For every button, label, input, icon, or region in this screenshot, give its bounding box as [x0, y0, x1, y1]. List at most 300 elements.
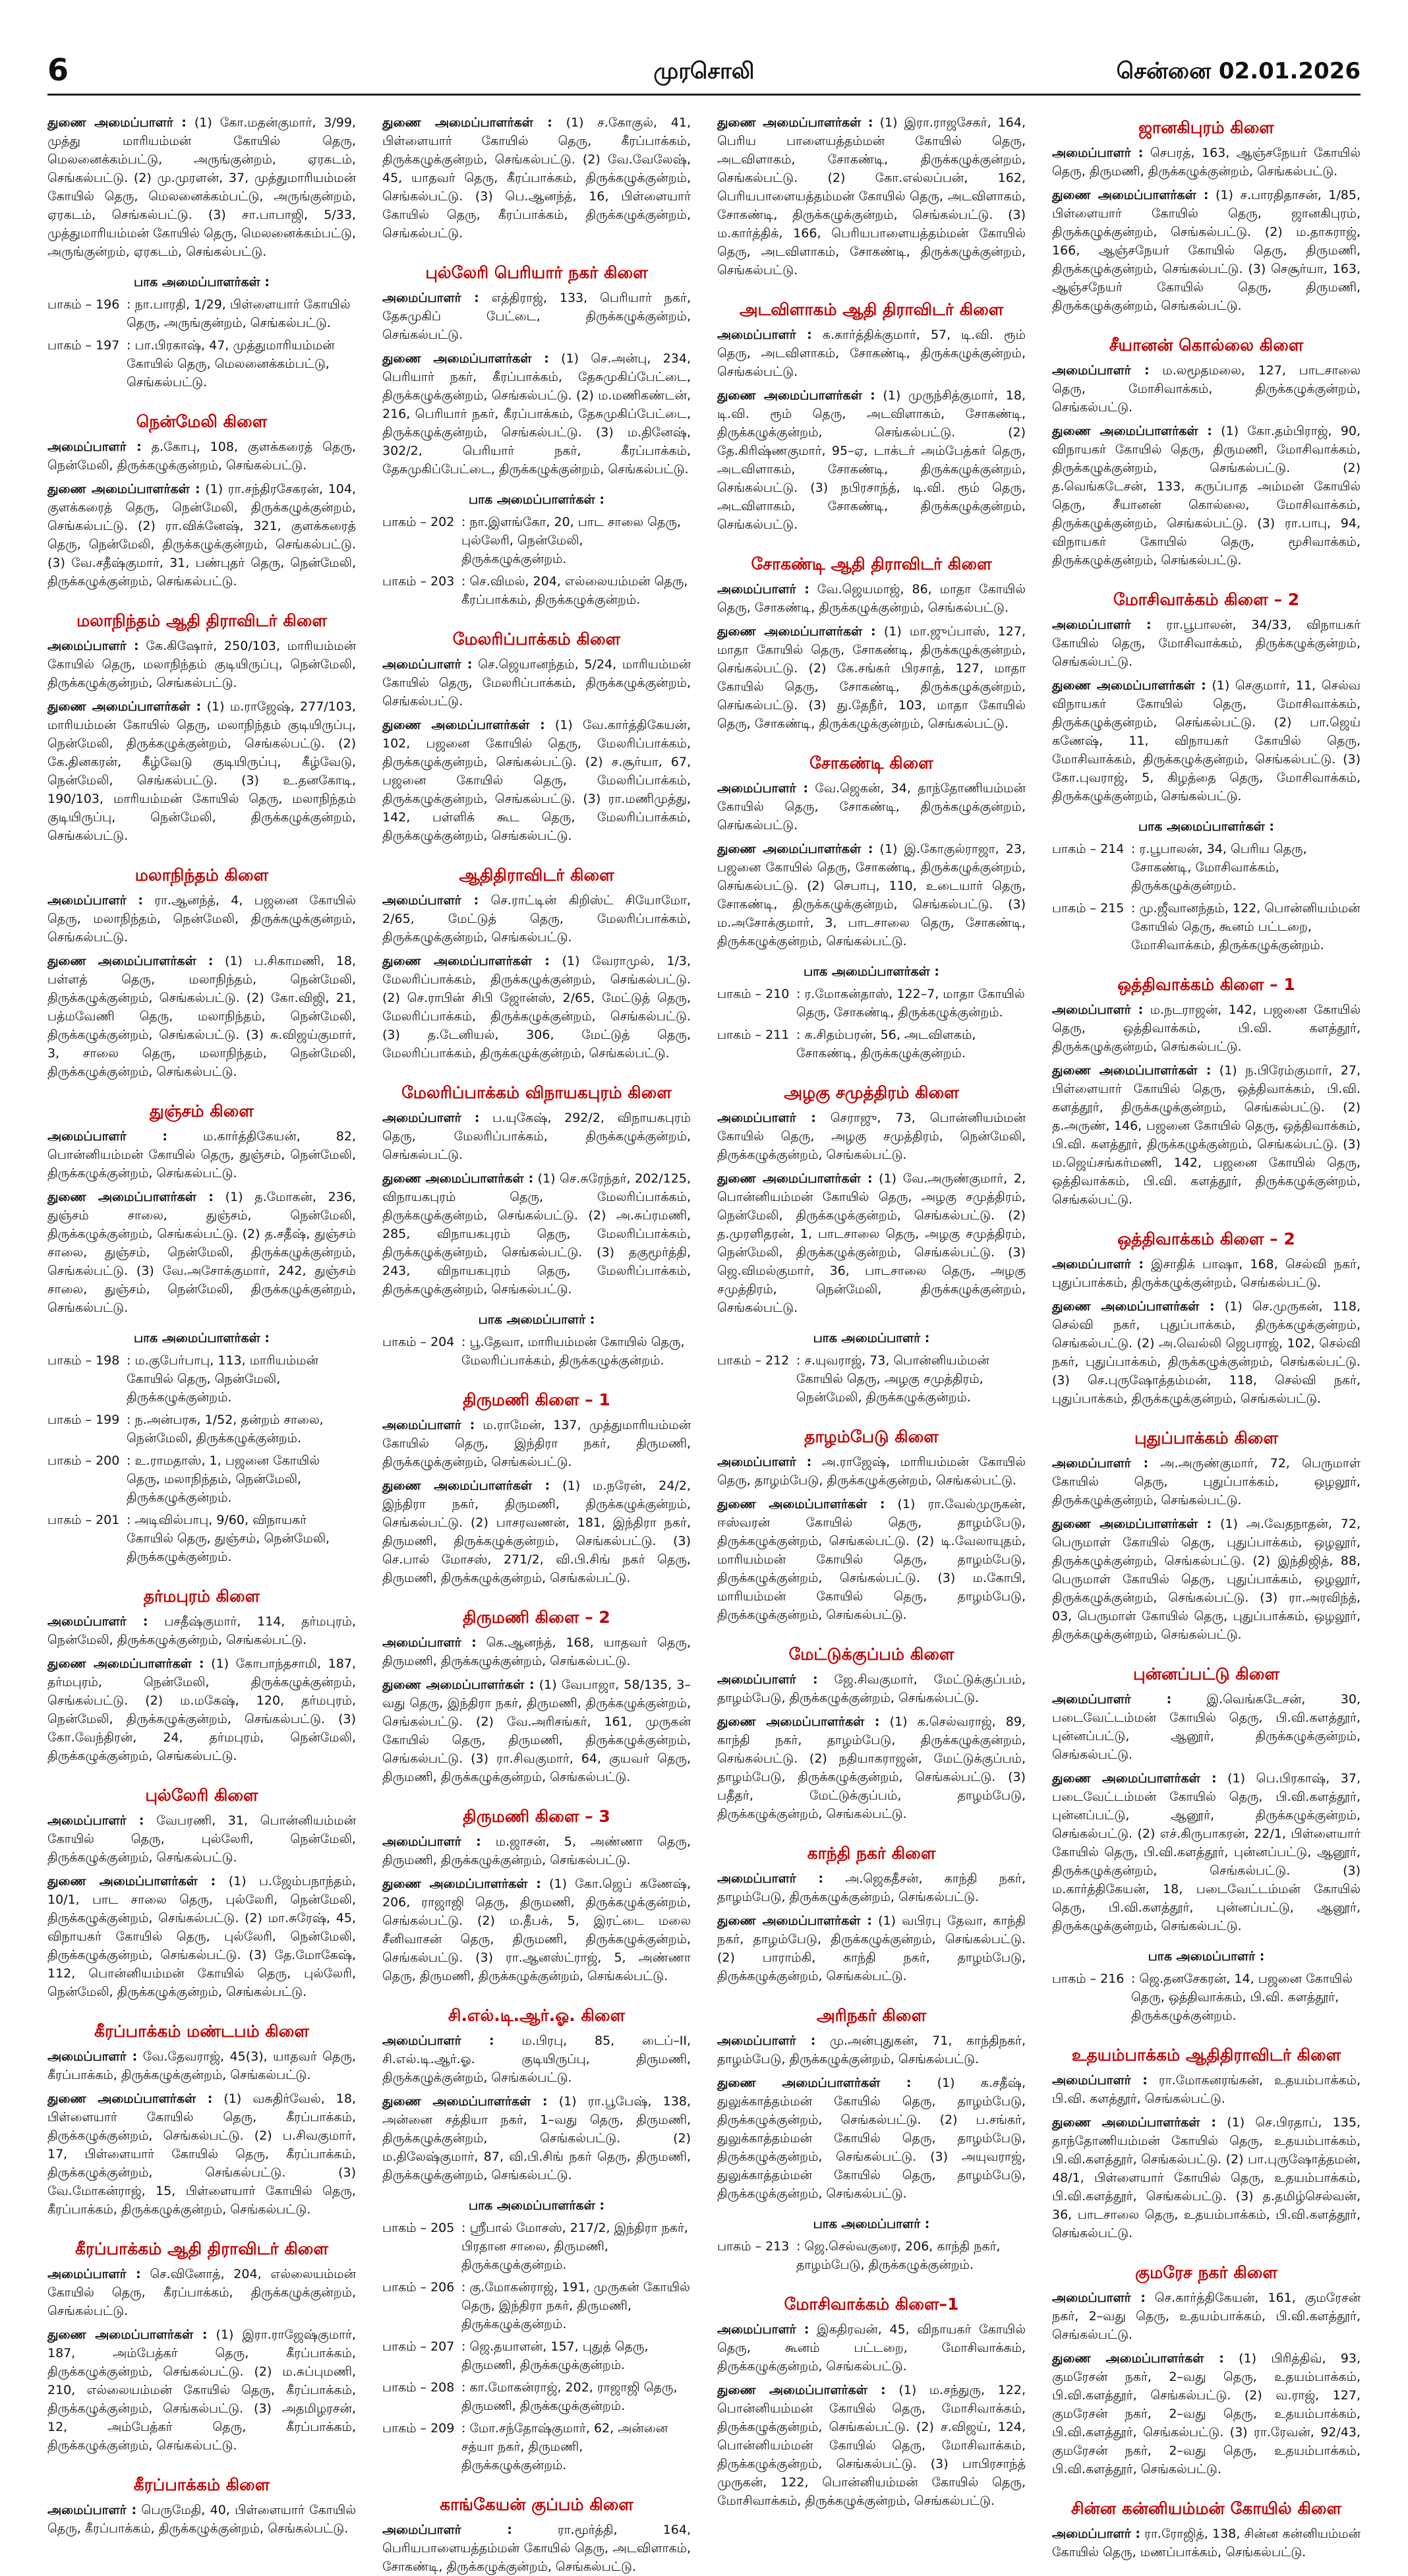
booth-entry: [382, 2419, 691, 2474]
member-details: செராஜு, 73, பொன்னியம்மன் கோயில் தெரு, அழகு சமுத்திரம், நென்மேலி, திருக்கழுக்குன்றம், செங்கல்பட்டு.: [717, 1111, 1026, 1162]
role-label: துணை அமைப்பாளர்கள் :: [717, 1497, 885, 1511]
role-label: துணை அமைப்பாளர்கள் :: [1052, 1299, 1215, 1314]
member-paragraph: [1052, 1297, 1361, 1408]
role-label: அமைப்பாளர் :: [1052, 618, 1152, 632]
booth-entry: [382, 2378, 691, 2415]
member-details: (1) அ.வேதநாதன், 72, பெருமாள் கோயில் தெரு, புதுப்பாக்கம், ஒழலூர், திருக்கழுக்குன்றம், செங்கல்பட்டு. (2) இந்திஜித், 88, பெருமாள் கோயில் தெரு, புதுப்பாக்கம், ஒழலூர், திருக்கழுக்குன்றம், செங்கல்பட்டு. (3) ரா.அரவிந்த், 03, பெருமாள் கோயில் தெரு, புதுப்பாக்கம், ஒழலூர், திருக்கழுக்குன்றம், செங்கல்பட்டு.: [1052, 1517, 1361, 1642]
booth-details: : ஸ்ரீபால் மோசஸ், 217/2, இந்திரா நகர், பிரதான சாலை, திருமணி, திருக்கழுக்குன்றம்.: [461, 2221, 688, 2272]
role-label: துணை அமைப்பாளர்கள் :: [1052, 188, 1209, 202]
booth-subheading: பாக அமைப்பாளர்கள் :: [468, 2198, 604, 2213]
role-label: துணை அமைப்பாளர்கள் :: [382, 1478, 550, 1493]
booth-number: பாகம் – 210: [717, 987, 790, 1001]
column-3: [717, 113, 1026, 2508]
member-paragraph: [1052, 1515, 1361, 1644]
branch-heading: புல்லேரி கிளை: [145, 1786, 258, 1805]
role-label: துணை அமைப்பாளர்கள் :: [1052, 424, 1212, 438]
booth-subheading: பாக அமைப்பாளர் :: [813, 1331, 930, 1345]
role-label: துணை அமைப்பாளர்கள் :: [1052, 1063, 1212, 1078]
member-paragraph: [382, 1633, 691, 1670]
booth-subheading: பாக அமைப்பாளர் :: [478, 1312, 595, 1327]
branch-heading: திருமணி கிளை – 2: [463, 1608, 610, 1627]
member-details: (1) ரா.சந்திரசேகரன், 104, குளக்கரைத் தெரு, நென்மேலி, திருக்கழுக்குன்றம், செங்கல்பட்டு. (2) ரா.விக்னேஷ், 321, குளக்கரைத் தெரு, நென்மேலி, திருக்கழுக்குன்றம், செங்கல்பட்டு. (3) வே.சதீஷ்குமார், 31, பண்புதர் தெரு, நென்மேலி, திருக்கழுக்குன்றம், செங்கல்பட்டு.: [47, 482, 356, 589]
role-label: துணை அமைப்பாளர்கள் :: [717, 115, 873, 130]
booth-details: : க.சிதம்பரன், 56, அடவிளகம், சோகண்டி, திருக்கழுக்குன்றம்.: [796, 1028, 976, 1061]
member-paragraph: [1052, 2113, 1361, 2242]
member-details: (1) செ.பிரதாப், 135, தாந்தோணியம்மன் கோயில் தெரு, உதயம்பாக்கம், பி.வி.களத்தூர், செங்கல்பட்டு. (2) பா.புருஷோத்தமன், 48/1, பிள்ளையார் கோயில் தெரு, உதயம்பாக்கம், பி.வி.களத்தூர், செங்கல்பட்டு. (3) த.தமிழ்செல்வன், 36, பாடசாலை தெரு, உதயம்பாக்கம், பி.வி.களத்தூர், செங்கல்பட்டு.: [1052, 2115, 1361, 2240]
role-label: துணை அமைப்பாளர்கள் :: [1052, 1517, 1212, 1531]
member-paragraph: [1052, 616, 1361, 671]
member-paragraph: [1052, 361, 1361, 417]
role-label: அமைப்பாளர் :: [47, 2267, 141, 2281]
member-details: (1) வேபாஜா, 58/135, 3–வது தெரு, இந்திரா நகர், திருமணி, திருக்கழுக்குன்றம், செங்கல்பட்டு. (2) வே.அரிசங்கர், 161, முருகன் கோயில் தெரு, திருமணி, திருக்கழுக்குன்றம், செங்கல்பட்டு. (3) ரா.சிவகுமார், 64, குயவர் தெரு, திருமணி, திருக்கழுக்குன்றம், செங்கல்பட்டு.: [382, 1678, 691, 1784]
booth-entry: [47, 295, 356, 332]
branch-heading: கீரப்பாக்கம் ஆதி திராவிடர் கிளை: [74, 2239, 329, 2258]
member-paragraph: [1052, 144, 1361, 181]
branch-heading: மேலரிப்பாக்கம் கிளை: [452, 629, 621, 649]
role-label: அமைப்பாளர் :: [47, 1129, 167, 1144]
column-2: [382, 113, 691, 2574]
booth-subheading: பாக அமைப்பாளர்கள் :: [133, 275, 270, 289]
member-paragraph: [1052, 1690, 1361, 1764]
member-details: (1) ம.ராஜேஷ், 277/103, மாரியம்மன் கோயில் தெரு, மலாநிந்தம் குடியிருப்பு, நென்மேலி, திருக்கழுக்குன்றம், செங்கல்பட்டு. (2) கே.தினகரன், கீழ்வேடு குடியிருப்பு, கீழ்வேடு, நென்மேலி, செங்கல்பட்டு. (3) உ.தனகோடி, 190/103, மாரியம்மன் கோயில் தெரு, மலாநிந்தம் குடியிருப்பு, நென்மேலி, திருக்கழுக்குன்றம், செங்கல்பட்டு.: [47, 699, 356, 843]
member-details: கே.கிஷோர், 250/103, மாரியம்மன் கோயில் தெரு, மலாநிந்தம் குடியிருப்பு, நென்மேலி, திருக்கழுக்குன்றம், செங்கல்பட்டு.: [47, 639, 356, 690]
role-label: துணை அமைப்பாளர்கள் :: [382, 954, 550, 968]
member-details: (1) செ.அன்பு, 234, பெரியார் நகர், கீரப்பாக்கம், தேசுமுகிப்பேட்டை, திருக்கழுக்குன்றம், செங்கல்பட்டு. (2) ம.மணிகண்டன், 216, பெரியார் நகர், கீரப்பாக்கம், தேசுமுகிப்பேட்டை, திருக்கழுக்குன்றம், செங்கல்பட்டு. (3) ம.தினேஷ், 302/2, பெரியார் நகர், கீரப்பாக்கம், தேசுமுகிப்பேட்டை, திருக்கழுக்குன்றம், செங்கல்பட்டு.: [382, 351, 691, 477]
role-label: துணை அமைப்பாளர்கள் :: [47, 1190, 214, 1204]
booth-entry: [47, 1451, 356, 1507]
member-paragraph: [1052, 2525, 1361, 2561]
member-details: எத்திராஜ், 133, பெரியார் நகர், தேசுமுகிப் பேட்டை, திருக்கழுக்குன்றம், செங்கல்பட்டு.: [382, 291, 691, 342]
member-details: (1) ப.ஜேம்பநாந்தம், 10/1, பாட சாலை தெரு, புல்லேரி, நென்மேலி, திருக்கழுக்குன்றம், செங்கல்பட்டு. (2) மா.சுரேஷ், 45, விநாயகர் கோயில் தெரு, புல்லேரி, நென்மேலி, திருக்கழுக்குன்றம், செங்கல்பட்டு. (3) தே.மோகேஷ், 112, பொன்னியம்மன் கோயில் தெரு, புல்லேரி, நென்மேலி, திருக்கழுக்குன்றம், செங்கல்பட்டு.: [47, 1874, 356, 1999]
member-details: ரா.மூர்த்தி, 164, பெரியபாளையத்தம்மன் கோயில் தெரு, அடவிளாகம், சோகண்டி, திருக்கழுக்குன்றம், செங்கல்பட்டு.: [382, 2523, 691, 2574]
role-label: அமைப்பாளர் :: [717, 1871, 824, 1886]
branch-heading: ஜானகிபுரம் கிளை: [1138, 118, 1274, 137]
booth-details: : உ.ராமதாஸ், 1, பஜனை கோயில் தெரு, மலாநிந்தம், நென்மேலி, திருக்கழுக்குன்றம்.: [127, 1453, 320, 1505]
member-details: (1) பிரித்திவ், 93, குமரேசன் நகர், 2–வது தெரு, உதயம்பாக்கம், பி.வி.களத்தூர், செங்கல்பட்டு. (2) வ.ராஜ், 127, குமரேசன் நகர், 2–வது தெரு, உதயம்பாக்கம், பி.வி.களத்தூர், செங்கல்பட்டு. (3) ரா.ரேவன், 92/43, குமரேசன் நகர், 2–வது தெரு, உதயம்பாக்கம், பி.வி.களத்தூர், செங்கல்பட்டு.: [1052, 2351, 1361, 2476]
booth-entry: [1052, 1970, 1361, 2025]
member-paragraph: [717, 1869, 1026, 1906]
booth-details: : ஜெ.தயாளன், 157, புதுத் தெரு, திருமணி, திருக்கழுக்குன்றம்.: [461, 2339, 649, 2372]
booth-details: : மோ.சந்தோஷ்குமார், 62, அன்னை சத்யா நகர், திருமணி, திருக்கழுக்குன்றம்.: [461, 2421, 668, 2473]
role-label: துணை அமைப்பாளர்கள் :: [382, 718, 545, 732]
member-details: ம.பிரபு, 85, டைப்–II, சி.எல்.டி.ஆர்.ஓ. குடியிருப்பு, திருமணி, திருக்கழுக்குன்றம், செங்கல்பட்டு.: [382, 2034, 691, 2085]
member-paragraph: [47, 637, 356, 692]
member-details: வே.ஜெயமாஜ், 86, மாதா கோயில் தெரு, சோகண்டி, திருக்கழுக்குன்றம், செங்கல்பட்டு.: [717, 582, 1026, 615]
branch-heading: மலாநிந்தம் கிளை: [134, 865, 269, 885]
member-details: (1) த.மோகன், 236, துஞ்சம் சாலை, துஞ்சம், நென்மேலி, திருக்கழுக்குன்றம், செங்கல்பட்டு. (2) த.சதீஷ், துஞ்சம் சாலை, துஞ்சம், நென்மேலி, திருக்கழுக்குன்றம், செங்கல்பட்டு. (3) வே.அசோக்குமார், 242, துஞ்சம் சாலை, துஞ்சம், நென்மேலி, திருக்கழுக்குன்றம், செங்கல்பட்டு.: [47, 1190, 356, 1315]
role-label: துணை அமைப்பாளர்கள் :: [47, 482, 200, 496]
member-details: (1) முருந்சித்குமார், 18, டி.வி. ரூம் தெரு, அடவிளாகம், சோகண்டி, திருக்கழுக்குன்றம், செங்கல்பட்டு. (2) தே.கிரிஷ்ணகுமார், 95–ஏ, டாக்டர் அம்பேத்கர் தெரு, அடவிளாகம், சோகண்டி, திருக்கழுக்குன்றம், செங்கல்பட்டு. (3) நபிரசாந்த், டி.வி. ரூம் தெரு, அடவிளாகம், சோகண்டி, திருக்கழுக்குன்றம், செங்கல்பட்டு.: [717, 388, 1026, 532]
member-paragraph: [47, 2265, 356, 2320]
role-label: துணை அமைப்பாளர்கள் :: [47, 954, 214, 968]
member-paragraph: [382, 1875, 691, 1985]
branch-heading: குமரேச நகர் கிளை: [1135, 2263, 1277, 2282]
member-details: செ.ராட்டின் கிறிஸ்ட் சியோமோ, 2/65, மேட்டுத் தெரு, மேலரிப்பாக்கம், திருக்கழுக்குன்றம், செங்கல்பட்டு.: [382, 893, 691, 945]
booth-number: பாகம் – 207: [382, 2339, 455, 2354]
member-paragraph: [47, 438, 356, 475]
member-details: பசதீஷ்குமார், 114, தர்மபுரம், நென்மேலி, திருக்கழுக்குன்றம், செங்கல்பட்டு.: [47, 1614, 356, 1647]
booth-details: : பா.பிரகாஷ், 47, முத்துமாரியம்மன் கோயில் தெரு, மெலனைக்கம்பட்டு, செங்கல்பட்டு.: [127, 338, 335, 390]
booth-details: : பூ.தேவா, மாரியம்மன் கோயில் தெரு, மேலரிப்பாக்கம், திருக்கழுக்குன்றம்.: [461, 1335, 685, 1368]
branch-heading: மலாநிந்தம் ஆதி திராவிடர் கிளை: [76, 611, 327, 630]
branch-heading: உதயம்பாக்கம் ஆதிதிராவிடர் கிளை: [1071, 2045, 1341, 2064]
role-label: அமைப்பாளர் :: [717, 1455, 812, 1469]
booth-details: : ஜெ.செல்வகுரை, 206, காந்தி நகர், தாழம்பேடு, திருக்கழுக்குன்றம்.: [796, 2239, 1001, 2272]
member-details: (1) கோ.ஜெப் கணேஷ், 206, ராஜாஜி தெரு, திருமணி, திருக்கழுக்குன்றம், செங்கல்பட்டு. (2) ம.தீபக், 5, இரட்டை மலை சீனிவாசன் தெரு, திருமணி, திருக்கழுக்குன்றம், செங்கல்பட்டு. (3) ரா.ஆனஸ்ட்ராஜ், 5, அண்ணா தெரு, திருமணி, திருக்கழுக்குன்றம், செங்கல்பட்டு.: [382, 1877, 691, 1983]
role-label: அமைப்பாளர் :: [382, 657, 473, 672]
member-paragraph: [717, 326, 1026, 381]
member-details: அ.ராஜேஷ், மாரியம்மன் கோயில் தெரு, தாழம்பேடு, திருக்கழுக்குன்றம், செங்கல்பட்டு.: [717, 1455, 1026, 1488]
booth-details: : ர.பூபாலன், 34, பெரிய தெரு, சோகண்டி, மோசிவாக்கம், திருக்கழுக்குன்றம்.: [1131, 842, 1307, 893]
role-label: அமைப்பாளர் :: [47, 440, 142, 454]
member-details: ஜே.சிவகுமார், மேட்டுக்குப்பம், தாழம்பேடு, திருக்கழுக்குன்றம், செங்கல்பட்டு.: [717, 1672, 1026, 1705]
member-details: வே.தேவராஜ், 45(3), யாதவர் தெரு, கீரப்பாக்கம், திருக்கழுக்குன்றம், செங்கல்பட்டு.: [47, 2049, 357, 2082]
role-label: அமைப்பாளர் :: [382, 2523, 512, 2537]
member-paragraph: [47, 480, 356, 591]
member-details: இ.வெங்கடேசன், 30, படைவேட்டம்மன் கோயில் தெரு, பி.வி.களத்தூர், புன்னப்பட்டு, ஆனூர், திருக்கழுக்குன்றம், செங்கல்பட்டு.: [1052, 1692, 1361, 1762]
member-details: செ.ஜெயானந்தம், 5/24, மாரியம்மன் கோயில் தெரு, மேலரிப்பாக்கம், திருக்கழுக்குன்றம், செங்கல்பட்டு.: [382, 657, 691, 709]
booth-details: : ஜெ.தனசேகரன், 14, பஜனை கோயில் தெரு, ஒத்திவாக்கம், பி.வி. களத்தூர், திருக்கழுக்குன்றம்.: [1131, 1972, 1353, 2023]
role-label: துணை அமைப்பாளர்கள் :: [382, 1678, 535, 1692]
member-paragraph: [717, 2032, 1026, 2068]
member-details: (1) ம.சந்துரு, 122, பொன்னியம்மன் கோயில் தெரு, மோசிவாக்கம், திருக்கழுக்குன்றம், செங்கல்பட்டு. (2) ச.விஜய், 124, பொன்னியம்மன் கோயில் தெரு, மோசிவாக்கம், திருக்கழுக்குன்றம், செங்கல்பட்டு. (3) பாபிரசாந்த் முருகன், 122, பொன்னியம்மன் கோயில் தெரு, மோசிவாக்கம், திருக்கழுக்குன்றம், செங்கல்பட்டு.: [717, 2383, 1026, 2508]
member-details: செ.வினோத், 204, எல்லையம்மன் கோயில் தெரு, கீரப்பாக்கம், திருக்கழுக்குன்றம், செங்கல்பட்டு.: [47, 2267, 357, 2318]
role-label: அமைப்பாளர் :: [1052, 2527, 1140, 2541]
member-paragraph: [1052, 1769, 1361, 1935]
role-label: துணை அமைப்பாளர்கள் :: [717, 1914, 872, 1928]
member-paragraph: [717, 386, 1026, 534]
branch-heading: துஞ்சம் கிளை: [150, 1101, 254, 1121]
member-details: (1) க.செல்வராஜ், 89, காந்தி நகர், தாழம்பேடு, திருக்கழுக்குன்றம், செங்கல்பட்டு. (2) நதியாகராஜன், மேட்டுக்குப்பம், தாழம்பேடு, திருக்கழுக்குன்றம், செங்கல்பட்டு. (3) பதீதர், மேட்டுக்குப்பம், தாழம்பேடு, திருக்கழுக்குன்றம், செங்கல்பட்டு.: [717, 1714, 1026, 1821]
booth-number: பாகம் – 213: [717, 2239, 790, 2254]
member-paragraph: [717, 779, 1026, 834]
member-paragraph: [382, 1832, 691, 1869]
branch-heading: ஆதிதிராவிடர் கிளை: [459, 865, 614, 885]
branch-heading: அடவிளாகம் ஆதி திராவிடர் கிளை: [739, 300, 1004, 319]
member-details: ரா.ஆனந்த், 4, பஜனை கோயில் தெரு, மலாநிந்தம், நென்மேலி, திருக்கழுக்குன்றம், செங்கல்பட்டு.: [47, 893, 357, 945]
member-paragraph: [717, 622, 1026, 733]
branch-heading: அழகு சமுத்திரம் கிளை: [784, 1083, 959, 1102]
member-paragraph: [47, 1188, 356, 1317]
role-label: துணை அமைப்பாளர்கள் :: [717, 1714, 880, 1729]
member-details: கெ.ஆனந்த், 168, யாதவர் தெரு, திருமணி, திருக்கழுக்குன்றம், செங்கல்பட்டு.: [382, 1635, 691, 1668]
role-label: அமைப்பாளர் :: [382, 1418, 475, 1432]
booth-entry: [47, 336, 356, 392]
member-details: (1) வேராமுல், 1/3, மேலரிப்பாக்கம், திருக்கழுக்குன்றம், செங்கல்பட்டு. (2) செ.ராபின் சிபி ஜோன்ஸ், 2/65, மேட்டுத் தெரு, மேலரிப்பாக்கம், திருக்கழுக்குன்றம், செங்கல்பட்டு. (3) த.டேனியல், 306, மேட்டுத் தெரு, மேலரிப்பாக்கம், திருக்கழுக்குன்றம், செங்கல்பட்டு.: [382, 954, 691, 1061]
role-label: அமைப்பாளர் :: [1052, 2073, 1148, 2088]
branch-heading: தர்மபுரம் கிளை: [143, 1587, 260, 1606]
booth-number: பாகம் – 203: [382, 574, 455, 589]
role-label: அமைப்பாளர் :: [1052, 2291, 1146, 2305]
booth-number: பாகம் – 202: [382, 515, 455, 529]
booth-subheading: பாக அமைப்பாளர்கள் :: [468, 492, 604, 507]
member-paragraph: [1052, 186, 1361, 315]
booth-number: பாகம் – 209: [382, 2421, 455, 2436]
member-details: (1) ந.பிரேம்குமார், 27, பிள்ளையார் கோயில் தெரு, ஒத்திவாக்கம், பி.வி. களத்தூர், திருக்கழுக்குன்றம், செங்கல்பட்டு. (2) த.அருண், 146, பஜனை கோயில் தெரு, ஒத்திவாக்கம், பி.வி. களத்தூர், திருக்கழுக்குன்றம், செங்கல்பட்டு. (3) ம.ஜெய்சங்கர்மணி, 142, பஜனை கோயில் தெரு, ஒத்திவாக்கம், பி.வி. களத்தூர், திருக்கழுக்குன்றம், செங்கல்பட்டு.: [1052, 1063, 1361, 1207]
booth-number: பாகம் – 196: [47, 297, 120, 312]
column-4: [1052, 113, 1361, 2560]
role-label: துணை அமைப்பாளர்கள் :: [382, 351, 549, 366]
member-details: ம.நடராஜன், 142, பஜனை கோயில் தெரு, ஒத்திவாக்கம், பி.வி. களத்தூர், திருக்கழுக்குன்றம், செங்கல்பட்டு.: [1052, 1003, 1361, 1054]
member-paragraph: [47, 952, 356, 1081]
booth-details: : நா.இளங்கோ, 20, பாட சாலை தெரு, புல்லேரி, நென்மேலி, திருக்கழுக்குன்றம்.: [461, 515, 682, 566]
member-details: ரா.மோகனரங்கன், உதயம்பாக்கம், பி.வி. களத்தூர், செங்கல்பட்டு.: [1052, 2073, 1361, 2106]
role-label: துணை அமைப்பாளர்கள் :: [1052, 2351, 1224, 2366]
member-paragraph: [382, 716, 691, 845]
member-paragraph: [382, 891, 691, 947]
booth-entry: [717, 1351, 1026, 1407]
member-details: (1) இ.கோகுல்ராஜா, 23, பஜனை கோயில் தெரு, சோகண்டி, திருக்கழுக்குன்றம், செங்கல்பட்டு. (2) செபாபு, 110, உடையார் தெரு, சோகண்டி, திருக்கழுக்குன்றம், செங்கல்பட்டு. (3) ம.அசோக்குமார், 3, பாடசாலை தெரு, சோகண்டி, திருக்கழுக்குன்றம், செங்கல்பட்டு.: [717, 842, 1026, 949]
member-paragraph: [47, 2326, 356, 2455]
member-details: (1) ச.கோகுல், 41, பிள்ளையார் கோயில் தெரு, கீரப்பாக்கம், திருக்கழுக்குன்றம், செங்கல்பட்டு. (2) வே.வேலேஷ், 45, யாதவர் தெரு, கீரப்பாக்கம், திருக்கழுக்குன்றம், செங்கல்பட்டு. (3) பெ.ஆனந்த், 16, பிள்ளையார் கோயில் தெரு, கீரப்பாக்கம், திருக்கழுக்குன்றம், செங்கல்பட்டு.: [382, 115, 691, 241]
role-label: அமைப்பாளர் :: [717, 1672, 818, 1687]
member-paragraph: [47, 113, 356, 261]
role-label: அமைப்பாளர் :: [1052, 1692, 1172, 1707]
role-label: துணை அமைப்பாளர்கள் :: [47, 1874, 216, 1888]
branch-heading: மேட்டுக்குப்பம் கிளை: [788, 1645, 954, 1664]
booth-entry: [382, 513, 691, 568]
role-label: துணை அமைப்பாளர்கள் :: [1052, 1771, 1217, 1786]
role-label: அமைப்பாளர் :: [717, 781, 809, 796]
role-label: அமைப்பாளர் :: [382, 1111, 480, 1125]
member-paragraph: [717, 1712, 1026, 1823]
member-details: (1) பெ.பிரகாஷ், 37, படைவேட்டம்மன் கோயில் தெரு, பி.வி.களத்தூர், புன்னப்பட்டு, ஆனூர், திருக்கழுக்குன்றம், செங்கல்பட்டு. (2) எச்.கிருபாகரன், 22/1, பிள்ளையார் கோயில் தெரு, பி.வி.களத்தூர், புன்னப்பட்டு, ஆனூர், திருக்கழுக்குன்றம், செங்கல்பட்டு. (3) ம.கார்த்திகேயன், 18, படைவேட்டம்மன் கோயில் தெரு, பி.வி.களத்தூர், புன்னப்பட்டு, ஆனூர், திருக்கழுக்குன்றம், செங்கல்பட்டு.: [1052, 1771, 1361, 1933]
role-label: துணை அமைப்பாளர்கள் :: [1052, 2115, 1216, 2130]
role-label: துணை அமைப்பாளர்கள் :: [717, 2076, 912, 2090]
booth-subheading: பாக அமைப்பாளர்கள் :: [1138, 819, 1274, 834]
member-details: க.கார்த்திக்குமார், 57, டி.வி. ரூம் தெரு, அடவிளாகம், சோகண்டி, திருக்கழுக்குன்றம், செங்கல்பட்டு.: [717, 328, 1026, 379]
member-paragraph: [717, 1109, 1026, 1164]
member-paragraph: [1052, 1061, 1361, 1209]
member-details: (1) கோ.தம்பிராஜ், 90, விநாயகர் கோயில் தெரு, திருமணி, மோசிவாக்கம், திருக்கழுக்குன்றம், செங்கல்பட்டு. (2) த.வெங்கடேசன், 133, கருப்பாத அம்மன் கோயில் தெரு, சீயானன் கொல்லை, மோசிவாக்கம், திருக்கழுக்குன்றம், செங்கல்பட்டு. (3) ரா.பாபு, 94, விநாயகர் கோயில் தெரு, மூசிவாக்கம், திருக்கழுக்குன்றம், செங்கல்பட்டு.: [1052, 424, 1361, 568]
booth-entry: [47, 1351, 356, 1407]
member-paragraph: [47, 2501, 356, 2538]
role-label: அமைப்பாளர் :: [382, 1635, 477, 1650]
page-number: 6: [47, 52, 69, 88]
member-paragraph: [47, 1811, 356, 1867]
booth-number: பாகம் – 204: [382, 1335, 455, 1349]
member-paragraph: [47, 2047, 356, 2084]
booth-subheading: பாக அமைப்பாளர்கள் :: [803, 964, 939, 979]
branch-heading: ஒத்திவாக்கம் கிளை – 2: [1117, 1229, 1295, 1248]
member-paragraph: [1052, 1001, 1361, 1056]
member-details: செ.கார்த்திகேயன், 161, குமரேசன் நகர், 2–வது தெரு, உதயம்பாக்கம், பி.வி.களத்தூர், செங்கல்பட்டு.: [1052, 2291, 1361, 2342]
member-details: (1) ம.நரேன், 24/2, இந்திரா நகர், திருமணி, திருக்கழுக்குன்றம், செங்கல்பட்டு. (2) பாசரவணன், 181, இந்திரா நகர், திருமணி, திருக்கழுக்குன்றம், செங்கல்பட்டு. (3) செ.பால் மோசஸ், 271/2, வி.பி.சிங் நகர் தெரு, திருமணி, திருக்கழுக்குன்றம், செங்கல்பட்டு.: [382, 1478, 691, 1585]
member-paragraph: [47, 697, 356, 845]
branch-heading: புதுப்பாக்கம் கிளை: [1134, 1428, 1279, 1448]
booth-number: பாகம் – 200: [47, 1453, 120, 1468]
booth-entry: [717, 2237, 1026, 2274]
role-label: துணை அமைப்பாளர்கள் :: [382, 115, 552, 130]
booth-entry: [717, 1026, 1026, 1063]
booth-entry: [382, 1333, 691, 1370]
booth-details: : ர.மோகன்தாஸ், 122–7, மாதா கோயில் தெரு, சோகண்டி, திருக்கழுக்குன்றம்.: [796, 987, 1025, 1020]
booth-entry: [47, 1511, 356, 1566]
booth-number: பாகம் – 214: [1052, 842, 1125, 856]
booth-number: பாகம் – 215: [1052, 901, 1125, 916]
branch-heading: சின்ன கன்னியம்மன் கோயில் கிளை: [1071, 2499, 1342, 2518]
member-details: வேபரணி, 31, பொன்னியம்மன் கோயில் தெரு, புல்லேரி, நென்மேலி, திருக்கழுக்குன்றம், செங்கல்பட்டு.: [47, 1813, 356, 1865]
booth-details: : மு.ஜீவானந்தம், 122, பொன்னியம்மன் கோயில் தெரு, கூனம் பட்டறை, மோசிவாக்கம், திருக்கழுக்குன்றம்.: [1131, 901, 1361, 952]
member-details: ம.கார்த்திகேயன், 82, பொன்னியம்மன் கோயில் தெரு, துஞ்சம், நென்மேலி, திருக்கழுக்குன்றம், செங்கல்பட்டு.: [47, 1129, 356, 1181]
booth-details: : ம.குபேர்பாபு, 113, மாரியம்மன் கோயில் தெரு, நென்மேலி, திருக்கழுக்குன்றம்.: [127, 1353, 318, 1405]
branch-heading: திருமணி கிளை – 1: [463, 1390, 610, 1409]
booth-number: பாகம் – 198: [47, 1353, 120, 1368]
member-paragraph: [1052, 676, 1361, 805]
member-details: இகதிரவன், 45, விநாயகர் கோயில் தெரு, கூனம் பட்டறை, மோசிவாக்கம், திருக்கழுக்குன்றம், செங்கல்பட்டு.: [717, 2322, 1026, 2374]
role-label: அமைப்பாளர் :: [1052, 1456, 1149, 1471]
member-paragraph: [1052, 2289, 1361, 2344]
member-details: (1) வசுதிர்வேல், 18, பிள்ளையார் கோயில் தெரு, கீரப்பாக்கம், திருக்கழுக்குன்றம், செங்கல்பட்டு. (2) ப.சிவகுமார், 17, பிள்ளையார் கோயில் தெரு, கீரப்பாக்கம், திருக்கழுக்குன்றம், செங்கல்பட்டு. (3) வே.மோகன்ராஜ், 15, பிள்ளையார் கோயில் தெரு, கீரப்பாக்கம், திருக்கழுக்குன்றம், செங்கல்பட்டு.: [47, 2092, 356, 2217]
role-label: துணை அமைப்பாளர்கள் :: [717, 842, 873, 856]
role-label: அமைப்பாளர் :: [47, 893, 144, 908]
member-details: (1) ரா.பூபேஷ், 138, அன்னை சத்தியா நகர், 1–வது தெரு, திருமணி, திருக்கழுக்குன்றம், செங்கல்பட்டு. (2) ம.திலேஷ்குமார், 87, வி.பி.சிங் நகர் தெரு, திருமணி, திருக்கழுக்குன்றம், செங்கல்பட்டு.: [382, 2094, 691, 2182]
member-paragraph: [382, 1169, 691, 1299]
branch-heading: திருமணி கிளை – 3: [463, 1807, 610, 1826]
branch-heading: சி.எல்.டி.ஆர்.ஓ. கிளை: [448, 2006, 626, 2025]
member-paragraph: [717, 1453, 1026, 1490]
role-label: அமைப்பாளர் :: [1052, 1257, 1144, 1272]
member-details: (1) மா.ஜுப்பாஸ், 127, மாதா கோயில் தெரு, சோகண்டி, திருக்கழுக்குன்றம், செங்கல்பட்டு. (2) கே.சங்கர் பிரசாத், 127, மாதா கோயில் தெரு, சோகண்டி, திருக்கழுக்குன்றம், செங்கல்பட்டு. (3) து.தேநீர், 103, மாதா கோயில் தெரு, சோகண்டி, திருக்கழுக்குன்றம், செங்கல்பட்டு.: [717, 624, 1026, 731]
role-label: அமைப்பாளர் :: [1052, 363, 1150, 378]
member-details: (1) வே.அருண்குமார், 2, பொன்னியம்மன் கோயில் தெரு, அழகு சமுத்திரம், நென்மேலி, திருக்கழுக்குன்றம், செங்கல்பட்டு. (2) த.முரளிதரன், 1, பாடசாலை தெரு, அழகு சமுத்திரம், நென்மேலி, திருக்கழுக்குன்றம், செங்கல்பட்டு. (3) ஜெ.விமல்குமார், 36, பாடசாலை தெரு, அழகு சமுத்திரம், நென்மேலி, திருக்கழுக்குன்றம், செங்கல்பட்டு.: [717, 1171, 1026, 1315]
branch-heading: புல்லேரி பெரியார் நகர் கிளை: [425, 263, 648, 282]
role-label: அமைப்பாளர் :: [1052, 146, 1144, 160]
member-paragraph: [717, 1495, 1026, 1624]
branch-heading: சீயானன் கொல்லை கிளை: [1109, 336, 1304, 355]
member-paragraph: [382, 1477, 691, 1587]
member-details: செபரத், 163, ஆஞ்சநேயர் கோயில் தெரு, திருமணி, திருக்கழுக்குன்றம், செங்கல்பட்டு.: [1052, 146, 1361, 179]
member-paragraph: [47, 891, 356, 947]
branch-heading: கீரப்பாக்கம் மண்டபம் கிளை: [94, 2022, 309, 2041]
booth-entry: [382, 2278, 691, 2333]
member-details: (1) வே.கார்த்திகேயன், 102, பஜனை கோயில் தெரு, மேலரிப்பாக்கம், திருக்கழுக்குன்றம், செங்கல்பட்டு. (2) ச.சூர்யா, 67, பஜனை கோயில் தெரு, மேலரிப்பாக்கம், திருக்கழுக்குன்றம், செங்கல்பட்டு. (3) ரா.மணிமுத்து, 142, பள்ளிக் கூட தெரு, மேலரிப்பாக்கம், திருக்கழுக்குன்றம், செங்கல்பட்டு.: [382, 718, 691, 843]
booth-entry: [1052, 840, 1361, 895]
member-paragraph: [717, 2074, 1026, 2203]
role-label: அமைப்பாளர் :: [717, 328, 812, 342]
role-label: அமைப்பாளர் :: [47, 1813, 144, 1828]
role-label: அமைப்பாளர் :: [717, 1111, 816, 1125]
role-label: அமைப்பாளர் :: [717, 2322, 809, 2337]
member-paragraph: [1052, 2071, 1361, 2108]
booth-number: பாகம் – 208: [382, 2380, 455, 2395]
member-paragraph: [47, 1872, 356, 2001]
booth-details: : ந.அன்பரசு, 1/52, தன்றம் சாலை, நென்மேலி, திருக்கழுக்குன்றம்.: [127, 1413, 324, 1446]
booth-number: பாகம் – 211: [717, 1028, 790, 1042]
member-details: இசாதிக் பாஷா, 168, செல்வி நகர், புதுப்பாக்கம், திருக்கழுக்குன்றம், செங்கல்பட்டு.: [1052, 1257, 1361, 1290]
member-details: ம.ராமேன், 137, முத்துமாரியம்மன் கோயில் தெரு, இந்திரா நகர், திருமணி, திருக்கழுக்குன்றம், செங்கல்பட்டு.: [382, 1418, 691, 1469]
booth-number: பாகம் – 212: [717, 1353, 790, 1368]
role-label: துணை அமைப்பாளர்கள் :: [717, 1171, 873, 1186]
member-details: (1) ப.சிகாமணி, 18, பள்ளத் தெரு, மலாநிந்தம், நென்மேலி, திருக்கழுக்குன்றம், செங்கல்பட்டு. (2) கோ.விஜி, 21, பத்மவேணி தெரு, மலாநிந்தம், நென்மேலி, திருக்கழுக்குன்றம், செங்கல்பட்டு. (3) சு.விஜய்குமார், 3, சாலை தெரு, மலாநிந்தம், நென்மேலி, திருக்கழுக்குன்றம், செங்கல்பட்டு.: [47, 954, 357, 1079]
booth-subheading: பாக அமைப்பாளர் :: [1148, 1949, 1265, 1964]
branch-heading: சோகண்டி கிளை: [809, 753, 933, 773]
role-label: அமைப்பாளர் :: [382, 893, 479, 908]
member-paragraph: [382, 289, 691, 344]
booth-subheading: பாக அமைப்பாளர் :: [813, 2217, 930, 2231]
member-paragraph: [717, 840, 1026, 951]
booth-entry: [382, 2219, 691, 2274]
role-label: அமைப்பாளர் :: [47, 639, 139, 653]
member-details: (1) செகுமார், 11, செல்வ விநாயகர் கோயில் தெரு, மோசிவாக்கம், திருக்கழுக்குன்றம், செங்கல்பட்டு. (2) பா.ஜெய் கணேஷ், 11, விநாயகர் கோயில் தெரு, மோசிவாக்கம், திருக்கழுக்குன்றம், செங்கல்பட்டு. (3) கோ.புவராஜ், 5, கிழத்தை தெரு, மோசிவாக்கம், திருக்கழுக்குன்றம், செங்கல்பட்டு.: [1052, 678, 1361, 804]
member-paragraph: [717, 2320, 1026, 2376]
member-details: (1) க.சதீஷ், துலுக்காத்தம்மன் கோயில் தெரு, தாழம்பேடு, திருக்கழுக்குன்றம், செங்கல்பட்டு. (2) ப.சங்கர், துலுக்காத்தம்மன் கோயில் தெரு, தாழம்பேடு, திருக்கழுக்குன்றம், செங்கல்பட்டு. (3) அயுவராஜ், துலுக்காத்தம்மன் கோயில் தெரு, தாழம்பேடு, திருக்கழுக்குன்றம், செங்கல்பட்டு.: [717, 2076, 1026, 2201]
booth-number: பாகம் – 205: [382, 2221, 455, 2235]
booth-details: : நா.பாரதி, 1/29, பிள்ளையார் கோயில் தெரு, அருங்குன்றம், செங்கல்பட்டு.: [127, 297, 351, 330]
member-details: (1) இரா.ராஜசேகர், 164, பெரிய பாளையத்தம்மன் கோயில் தெரு, அடவிளாகம், சோகண்டி, திருக்கழுக்குன்றம், செங்கல்பட்டு. (2) கோ.எல்லப்பன், 162, பெரியபாளையத்தம்மன் கோயில் தெரு, அடவிளாகம், சோகண்டி, திருக்கழுக்குன்றம், செங்கல்பட்டு. (3) ம.கார்த்திக், 166, பெரியபாளையத்தம்மன் கோயில் தெரு, அடவிளாகம், சோகண்டி, திருக்கழுக்குன்றம், செங்கல்பட்டு.: [717, 115, 1026, 278]
member-paragraph: [717, 113, 1026, 279]
role-label: அமைப்பாளர் :: [382, 291, 479, 305]
member-paragraph: [1052, 1255, 1361, 1292]
member-paragraph: [382, 952, 691, 1063]
branch-heading: புன்னப்பட்டு கிளை: [1133, 1664, 1279, 1683]
booth-entry: [47, 1411, 356, 1448]
branch-heading: மோசிவாக்கம் கிளை–1: [784, 2295, 959, 2314]
role-label: அமைப்பாளர் :: [382, 1834, 481, 1849]
member-details: த.கோபு, 108, குளக்கரைத் தெரு, நென்மேலி, திருக்கழுக்குன்றம், செங்கல்பட்டு.: [47, 440, 357, 473]
booth-details: : செ.விமல், 204, எல்லையம்மன் தெரு, கீரப்பாக்கம், திருக்கழுக்குன்றம்.: [461, 574, 688, 607]
member-details: (1) இரா.ராஜேஷ்குமார், 187, அம்பேத்கர் தெரு, கீரப்பாக்கம், திருக்கழுக்குன்றம், செங்கல்பட்டு. (2) ம.சுப்புமணி, 210, எல்லையம்மன் கோயில் தெரு, கீரப்பாக்கம், திருக்கழுக்குன்றம், செங்கல்பட்டு. (3) அதமிழரசன், 12, அம்பேத்கர் தெரு, கீரப்பாக்கம், திருக்கழுக்குன்றம், செங்கல்பட்டு.: [47, 2327, 356, 2453]
branch-heading: தாழம்பேடு கிளை: [804, 1427, 939, 1446]
member-paragraph: [47, 1612, 356, 1649]
member-paragraph: [382, 349, 691, 479]
branch-heading: ஒத்திவாக்கம் கிளை – 1: [1117, 975, 1295, 994]
member-paragraph: [717, 1169, 1026, 1317]
member-details: (1) கோ.மதன்குமார், 3/99, முத்து மாரியம்மன் கோயில் தெரு, மெலனைக்கம்பட்டு, அருங்குன்றம், ஏரகடம், செங்கல்பட்டு. (2) மு.முரளன், 37, முத்துமாரியம்மன் கோயில் தெரு, மெலனைக்கம்பட்டு, அருங்குன்றம், ஏரகடம், செங்கல்பட்டு. (3) சா.பாபாஜி, 5/33, முத்துமாரியம்மன் கோயில் தெரு, மெலனைக்கம்பட்டு, அருங்குன்றம், ஏரகடம், செங்கல்பட்டு.: [47, 115, 357, 259]
booth-details: : கா.மோகன்ராஜ், 202, ராஜாஜி தெரு, திருமணி, திருக்கழுக்குன்றம்.: [461, 2380, 678, 2413]
member-details: ரா.ரோஜித், 138, சின்ன கன்னியம்மன் கோயில் தெரு, மணப்பாக்கம், செங்கல்பட்டு.: [1052, 2527, 1361, 2560]
member-paragraph: [47, 1127, 356, 1183]
booth-number: பாகம் – 216: [1052, 1972, 1125, 1986]
branch-heading: அரிநகர் கிளை: [816, 2006, 927, 2025]
booth-entry: [717, 985, 1026, 1022]
member-paragraph: [382, 655, 691, 711]
branch-heading: காந்தி நகர் கிளை: [807, 1844, 936, 1863]
booth-entry: [382, 2337, 691, 2374]
role-label: துணை அமைப்பாளர்கள் :: [382, 1171, 534, 1186]
member-details: ரா.பூபாலன், 34/33, விநாயகர் கோயில் தெரு, மோசிவாக்கம், திருக்கழுக்குன்றம், செங்கல்பட்டு.: [1052, 618, 1361, 669]
column-1: [47, 113, 357, 2536]
role-label: அமைப்பாளர் :: [717, 582, 809, 597]
member-details: (1) ரா.வேல்முருகன், ஈஸ்வரன் கோயில் தெரு, தாழம்பேடு, திருக்கழுக்குன்றம், செங்கல்பட்டு. (2) டி.வேலாயுதம், மாரியம்மன் கோயில் தெரு, தாழம்பேடு, திருக்கழுக்குன்றம், செங்கல்பட்டு. (3) ம.கோபி, மாரியம்மன் கோயில் தெரு, தாழம்பேடு, திருக்கழுக்குன்றம், செங்கல்பட்டு.: [717, 1497, 1026, 1622]
role-label: துணை அமைப்பாளர்கள் :: [382, 2094, 548, 2109]
member-details: (1) ச.பாரதிதாசன், 1/85, பிள்ளையார் கோயில் தெரு, ஜானகிபுரம், திருக்கழுக்குன்றம், செங்கல்பட்டு. (2) ம.தாசுராஜ், 166, ஆஞ்சநேயர் கோயில் தெரு, திருமணி, திருக்கழுக்குன்றம், செங்கல்பட்டு. (3) செசூர்யா, 163, ஆஞ்சநேயர் கோயில் தெரு, திருமணி, திருக்கழுக்குன்றம், செங்கல்பட்டு.: [1052, 188, 1361, 313]
branch-heading: கீரப்பாக்கம் கிளை: [133, 2475, 270, 2494]
role-label: துணை அமைப்பாளர்கள் :: [382, 1877, 541, 1891]
member-details: (1) செ.முருகன், 118, செல்வி நகர், புதுப்பாக்கம், திருக்கழுக்குன்றம், செங்கல்பட்டு. (2) அ.வெல்லி ஜெபராஜ், 102, செல்வி நகர், புதுப்பாக்கம், திருக்கழுக்குன்றம், செங்கல்பட்டு. (3) செ.புருஷோத்தம்மன், 118, செல்வி நகர், புதுப்பாக்கம், திருக்கழுக்குன்றம், செங்கல்பட்டு.: [1052, 1299, 1361, 1406]
role-label: துணை அமைப்பாளர்கள் :: [47, 699, 202, 714]
member-paragraph: [47, 2090, 356, 2219]
booth-subheading: பாக அமைப்பாளர்கள் :: [133, 1331, 270, 1345]
member-details: ம.லமூதமலை, 127, பாடசாலை தெரு, மோசிவாக்கம், திருக்கழுக்குன்றம், செங்கல்பட்டு.: [1052, 363, 1361, 415]
role-label: துணை அமைப்பாளர்கள் :: [47, 1656, 204, 1671]
role-label: அமைப்பாளர் :: [717, 2034, 816, 2048]
member-paragraph: [382, 2092, 691, 2184]
booth-entry: [1052, 899, 1361, 954]
member-paragraph: [382, 1416, 691, 1471]
booth-number: பாகம் – 206: [382, 2280, 455, 2295]
booth-details: : ச.யுவராஜ், 73, பொன்னியம்மன் கோயில் தெரு, அழகு சமுத்திரம், நென்மேலி, திருக்கழுக்குன்றம்.: [796, 1353, 989, 1405]
member-paragraph: [1052, 1454, 1361, 1509]
role-label: துணை அமைப்பாளர்கள் :: [717, 624, 876, 639]
member-details: (1) வபிரபு தேவா, காந்தி நகர், தாழம்பேடு, திருக்கழுக்குன்றம், செங்கல்பட்டு. (2) பாராம்கி, காந்தி நகர், தாழம்பேடு, திருக்கழுக்குன்றம், செங்கல்பட்டு.: [717, 1914, 1026, 1983]
member-details: அ.ஜெகதீசன், காந்தி நகர், தாழம்பேடு, திருக்கழுக்குன்றம், செங்கல்பட்டு.: [717, 1871, 1026, 1904]
booth-details: : அடிவில்பாபு, 9/60, விநாயகர் கோயில் தெரு, துஞ்சம், நென்மேலி, திருக்கழுக்குன்றம்.: [127, 1513, 330, 1564]
booth-details: : கு.மோகன்ராஜ், 191, முருகன் கோயில் தெரு, இந்திரா நகர், திருமணி, திருக்கழுக்குன்றம்.: [461, 2280, 690, 2331]
article-columns: [47, 113, 1361, 2574]
member-paragraph: [382, 2521, 691, 2576]
role-label: துணை அமைப்பாளர் :: [47, 115, 187, 130]
